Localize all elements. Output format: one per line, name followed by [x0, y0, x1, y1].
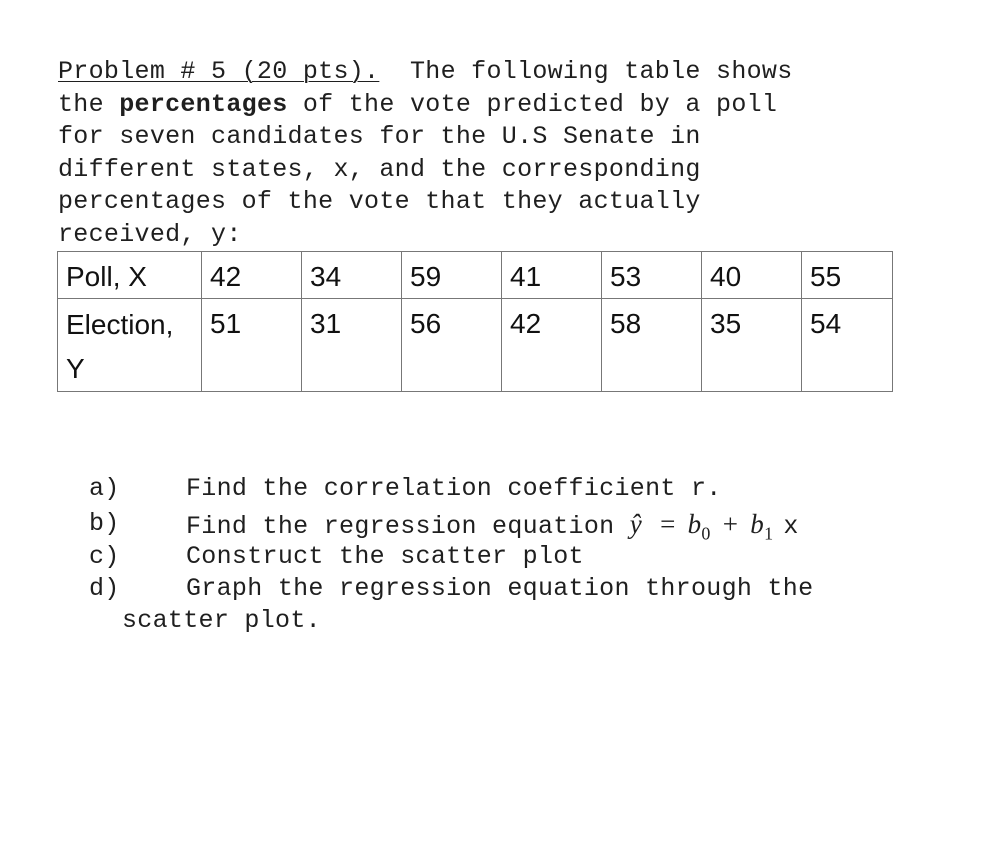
question-a-label: a)	[89, 474, 120, 503]
table-cell: 42	[502, 299, 602, 392]
question-c-text: Construct the scatter plot	[186, 542, 584, 571]
table-cell: 34	[302, 252, 402, 299]
row-label-poll: Poll, X	[58, 252, 202, 299]
intro-text-2: of the vote predicted by a poll for seven candidates for the U.S Senate in different states, x, and the corresponding percentages of the vote that they actually received, y:	[58, 89, 778, 249]
intro-bold-percentages: percentages	[119, 89, 288, 119]
equals-sign: =	[660, 509, 676, 539]
table-cell: 54	[802, 299, 893, 392]
question-b-text: Find the regression equation	[186, 512, 630, 541]
problem-intro	[58, 56, 938, 251]
row-label-election	[58, 299, 202, 392]
table-cell: 51	[202, 299, 302, 392]
data-table	[57, 251, 893, 392]
row-label-election-line1: Election,	[66, 309, 174, 340]
b0-base: b	[687, 509, 702, 539]
table-cell: 53	[602, 252, 702, 299]
table-cell: 55	[802, 252, 893, 299]
table-cell: 58	[602, 299, 702, 392]
b0-subscript: 0	[701, 523, 711, 544]
question-d-text: Graph the regression equation through the	[186, 574, 814, 603]
problem-heading: Problem # 5 (20 pts).	[58, 57, 380, 86]
b1-base: b	[750, 509, 765, 539]
y-hat-symbol: ŷ	[629, 509, 643, 539]
question-d-label: d)	[89, 574, 120, 603]
x-variable: x	[783, 512, 799, 541]
b1-symbol	[750, 509, 774, 544]
question-b	[186, 509, 799, 544]
question-a-text: Find the correlation coefficient r.	[186, 474, 722, 503]
b1-subscript: 1	[764, 523, 774, 544]
b0-symbol	[687, 509, 711, 544]
table-cell: 56	[402, 299, 502, 392]
intro-text-1: The following table shows the	[58, 57, 793, 119]
plus-sign: +	[722, 509, 739, 539]
question-c-label: c)	[89, 542, 120, 571]
row-label-election-line2: Y	[66, 353, 85, 384]
table-cell: 59	[402, 252, 502, 299]
table-cell: 40	[702, 252, 802, 299]
table-cell: 31	[302, 299, 402, 392]
table-row-poll	[58, 252, 893, 299]
table-cell: 41	[502, 252, 602, 299]
table-cell: 42	[202, 252, 302, 299]
table-row-election	[58, 299, 893, 392]
table-cell: 35	[702, 299, 802, 392]
question-b-label: b)	[89, 509, 120, 538]
question-d-text-cont: scatter plot.	[122, 606, 321, 635]
